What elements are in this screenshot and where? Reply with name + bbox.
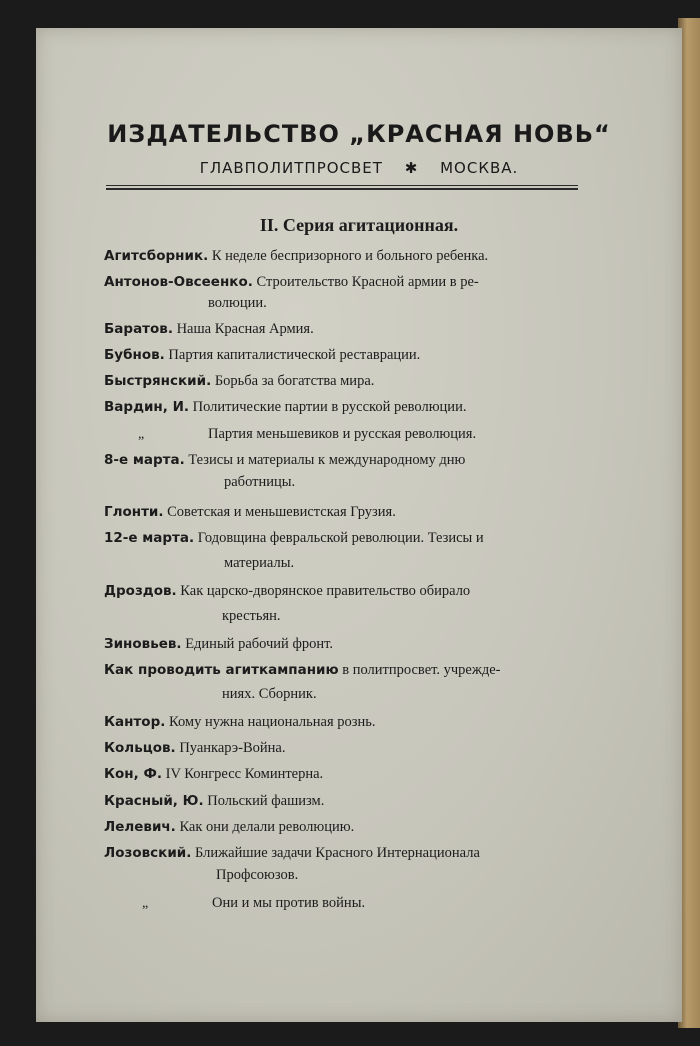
entry-author: Зиновьев.	[104, 636, 182, 652]
entry-title: К неделе беспризорного и больного ребенка.	[211, 248, 489, 264]
entry-author: Как проводить агиткампанию	[104, 662, 339, 678]
entry-title: Политические партии в русской революции.	[192, 399, 467, 415]
entry-title: Профсоюзов.	[216, 867, 299, 883]
entry-title: Партия капиталистической реставрации.	[168, 347, 421, 363]
list-item	[104, 399, 466, 416]
entry-author: Агитсборник.	[104, 248, 209, 264]
list-item	[104, 452, 465, 469]
entry-title: Партия меньшевиков и русская революция.	[208, 426, 477, 442]
entry-title: ниях. Сборник.	[222, 686, 317, 702]
entry-title: Строительство Красной армии в ре-	[256, 274, 479, 290]
list-item-continuation	[216, 867, 298, 884]
list-item	[104, 504, 396, 521]
list-item	[104, 321, 314, 338]
entry-title: Тезисы и материалы к международному дню	[188, 452, 466, 468]
publisher-sub-right: МОСКВА.	[440, 159, 519, 177]
list-item	[104, 373, 374, 390]
entry-title: крестьян.	[222, 608, 281, 624]
entry-title: Наша Красная Армия.	[176, 321, 314, 337]
entry-title: Польский фашизм.	[207, 793, 325, 809]
entry-author: Антонов-Овсеенко.	[104, 274, 253, 290]
list-item-continuation	[222, 686, 317, 703]
list-item-continuation	[224, 555, 294, 572]
entry-title: Годовщина февральской революции. Тезисы и	[197, 530, 484, 546]
entry-title: Пуанкарэ-Война.	[179, 740, 286, 756]
list-item-continuation	[208, 295, 267, 312]
entry-title: работницы.	[224, 474, 296, 490]
list-item	[104, 347, 420, 364]
book-page	[36, 28, 682, 1022]
list-item	[104, 426, 476, 443]
entry-author: Баратов.	[104, 321, 173, 337]
entry-title: Советская и меньшевистская Грузия.	[167, 504, 396, 520]
series-heading: II. Серия агитационная.	[259, 215, 459, 235]
entry-author: Вардин, И.	[104, 399, 190, 415]
entry-title: IV Конгресс Коминтерна.	[165, 766, 324, 782]
star-ornament-icon: ✱	[404, 159, 419, 177]
entry-title: Как царско-дворянское правительство обирало	[180, 583, 471, 599]
entry-author: Дроздов.	[104, 583, 177, 599]
entry-author: Глонти.	[104, 504, 164, 520]
list-item	[104, 583, 470, 600]
list-item	[104, 895, 365, 912]
entry-title: Они и мы против войны.	[212, 895, 366, 911]
entry-author: Красный, Ю.	[104, 793, 204, 809]
list-item-continuation	[222, 608, 281, 625]
entry-author: Лелевич.	[104, 819, 176, 835]
publisher-subtitle	[36, 159, 682, 177]
ditto-mark: „	[142, 896, 149, 911]
entry-author: Лозовский.	[104, 845, 192, 861]
list-item	[104, 636, 333, 653]
entry-author: Бубнов.	[104, 347, 165, 363]
list-item	[104, 714, 375, 731]
entry-author: 8-е марта.	[104, 452, 185, 468]
list-item	[104, 248, 488, 265]
entry-title: Борьба за богатства мира.	[214, 373, 375, 389]
ditto-mark: „	[138, 427, 145, 442]
list-item	[104, 740, 285, 757]
entry-title: материалы.	[224, 555, 295, 571]
entry-title: волюции.	[208, 295, 267, 311]
list-item-continuation	[224, 474, 295, 491]
entry-title: Ближайшие задачи Красного Интернационала	[195, 845, 480, 861]
entry-title: Как они делали революцию.	[179, 819, 355, 835]
list-item	[104, 793, 324, 810]
list-item	[104, 662, 501, 679]
list-item	[104, 766, 323, 783]
entry-author: Кантор.	[104, 714, 166, 730]
list-item	[104, 530, 484, 547]
entry-author: Кон, Ф.	[104, 766, 162, 782]
list-item	[104, 819, 354, 836]
double-rule-divider	[106, 185, 578, 190]
entry-author: Кольцов.	[104, 740, 176, 756]
list-item	[104, 845, 480, 862]
entry-title: Кому нужна национальная рознь.	[169, 714, 376, 730]
list-item	[104, 274, 479, 291]
entry-author: Быстрянский.	[104, 373, 212, 389]
entry-author: 12-е марта.	[104, 530, 195, 546]
entry-title: в политпросвет. учрежде-	[342, 662, 501, 678]
publisher-sub-left: ГЛАВПОЛИТПРОСВЕТ	[199, 159, 383, 177]
entry-title: Единый рабочий фронт.	[185, 636, 333, 652]
publisher-title: ИЗДАТЕЛЬСТВО „КРАСНАЯ НОВЬ“	[107, 120, 611, 148]
